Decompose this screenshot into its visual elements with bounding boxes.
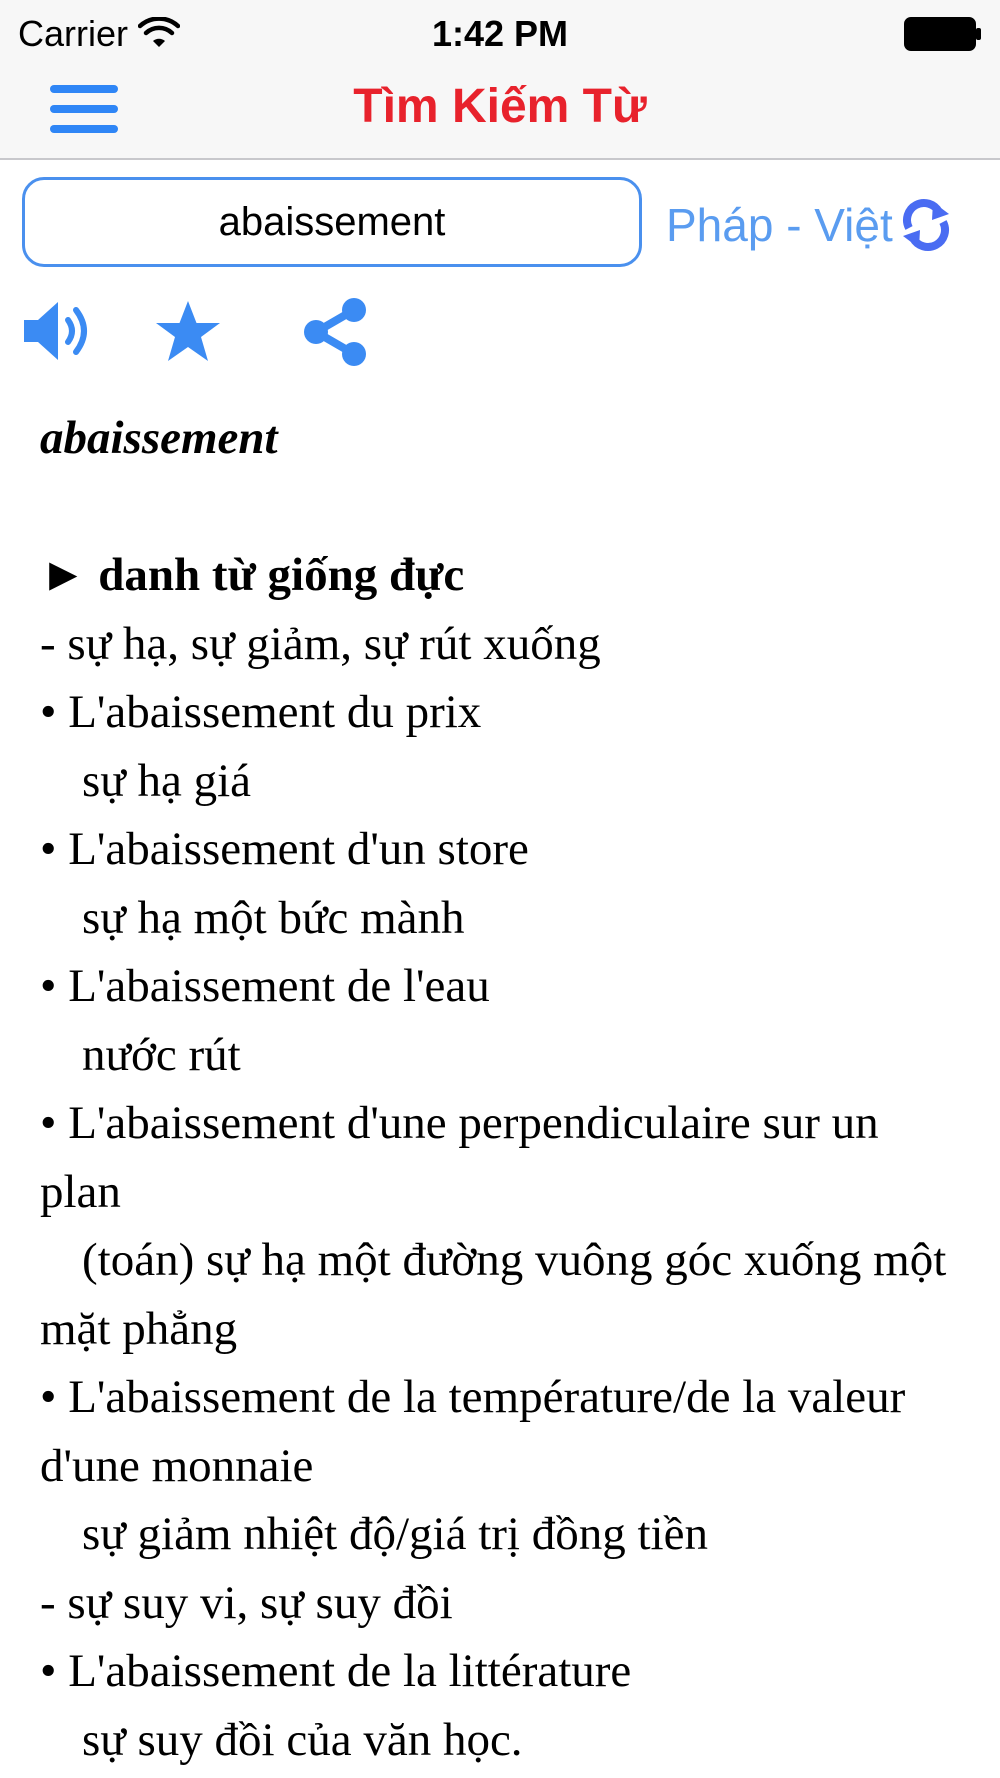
- language-label: Pháp - Việt: [666, 199, 893, 251]
- search-input[interactable]: [22, 177, 642, 267]
- status-bar: [0, 0, 1000, 64]
- spacer: [40, 473, 970, 542]
- definition-content: [40, 404, 970, 1774]
- part-of-speech: ► danh từ giống đực: [40, 549, 465, 601]
- battery-icon: [904, 16, 982, 52]
- carrier-label: Carrier: [18, 13, 129, 54]
- speaker-icon[interactable]: [22, 298, 94, 364]
- translation-line: (toán) sự hạ một đường vuông góc xuống một mặt phẳng: [40, 1234, 947, 1355]
- star-icon[interactable]: [152, 298, 224, 364]
- definition-line: - sự hạ, sự giảm, sự rút xuống: [40, 617, 601, 670]
- status-time: 1:42 PM: [431, 13, 569, 54]
- example-line: • L'abaissement de la littérature: [40, 1645, 632, 1697]
- example-line: • L'abaissement d'un store: [40, 823, 529, 875]
- translation-line: nước rút: [82, 1028, 241, 1081]
- headword: abaissement: [40, 412, 278, 464]
- swap-language-icon[interactable]: [899, 198, 953, 252]
- page-title: Tìm Kiếm Từ: [353, 80, 647, 133]
- share-icon[interactable]: [300, 296, 372, 368]
- translation-line: sự suy đồi của văn học.: [82, 1713, 523, 1766]
- translation-line: sự hạ một bức mành: [82, 891, 465, 944]
- definition-line: - sự suy vi, sự suy đồi: [40, 1576, 453, 1629]
- example-line: • L'abaissement de la température/de la valeur d'une monnaie: [40, 1371, 906, 1492]
- example-line: • L'abaissement de l'eau: [40, 960, 490, 1012]
- example-line: • L'abaissement du prix: [40, 686, 482, 738]
- example-line: • L'abaissement d'une perpendiculaire sur un plan: [40, 1097, 879, 1218]
- language-toggle-button[interactable]: [666, 190, 953, 260]
- translation-line: sự hạ giá: [82, 754, 252, 807]
- translation-line: sự giảm nhiệt độ/giá trị đồng tiền: [82, 1508, 708, 1560]
- nav-bar: [0, 64, 1000, 160]
